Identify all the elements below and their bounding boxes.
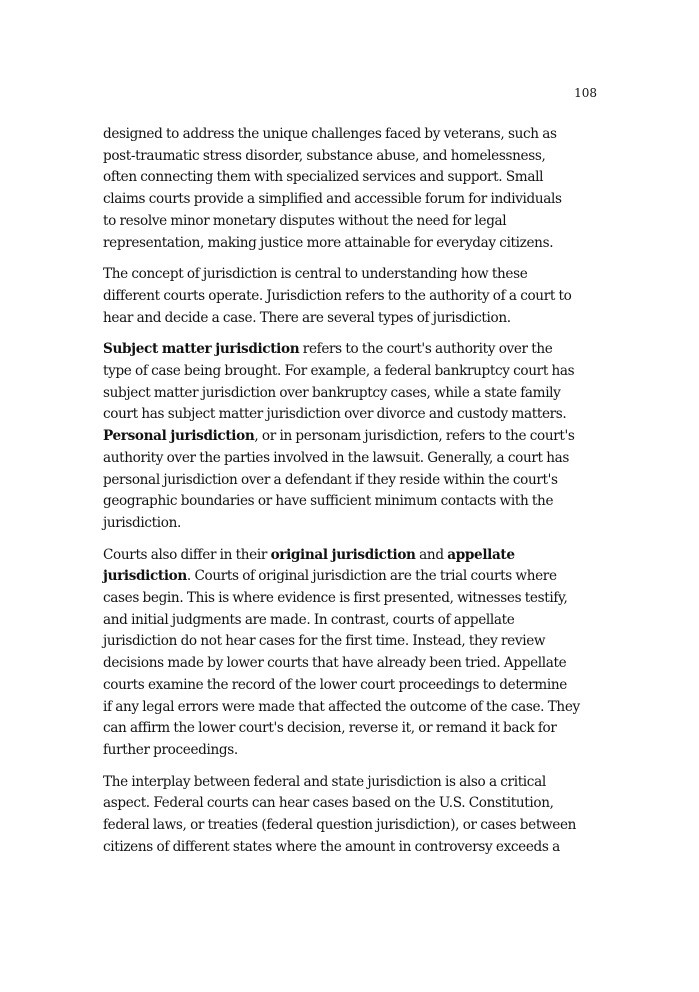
text-line: jurisdiction. Courts of original jurisdiction are the trial courts where	[103, 568, 557, 585]
text-line: often connecting them with specialized services and support. Small	[103, 169, 544, 186]
paragraph-veterans-small-claims	[103, 124, 597, 254]
term-appellate-jurisdiction: appellate	[447, 546, 515, 563]
text-line: Courts also differ in their original jurisdiction and appellate	[103, 546, 515, 563]
term-appellate-jurisdiction-cont: jurisdiction	[103, 568, 187, 585]
text-line: decisions made by lower courts that have already been tried. Appellate	[103, 655, 567, 672]
term-original-jurisdiction: original jurisdiction	[270, 546, 416, 563]
text-line: geographic boundaries or have sufficient minimum contacts with the	[103, 493, 554, 510]
text-line: citizens of different states where the amount in controversy exceeds a	[103, 838, 560, 855]
text-line: if any legal errors were made that affected the outcome of the case. They	[103, 698, 580, 715]
text-line: authority over the parties involved in the lawsuit. Generally, a court has	[103, 449, 569, 466]
text-line: The concept of jurisdiction is central to understanding how these	[103, 266, 528, 283]
text-line: to resolve minor monetary disputes without the need for legal	[103, 212, 507, 229]
text-line: further proceedings.	[103, 741, 238, 758]
text-line: claims courts provide a simplified and accessible forum for individuals	[103, 191, 562, 208]
paragraph-original-appellate-jurisdiction	[103, 545, 597, 762]
text-line: type of case being brought. For example, a federal bankruptcy court has	[103, 363, 575, 380]
text-line: Subject matter jurisdiction refers to the court's authority over the	[103, 341, 553, 358]
term-personal-jurisdiction: Personal jurisdiction	[103, 428, 255, 445]
text-line: court has subject matter jurisdiction over divorce and custody matters.	[103, 406, 567, 423]
text-line: courts examine the record of the lower court proceedings to determine	[103, 676, 567, 693]
text-line: The interplay between federal and state jurisdiction is also a critical	[103, 773, 546, 790]
page-number: 108	[574, 86, 597, 100]
paragraph-subject-personal-jurisdiction	[103, 339, 597, 534]
term-subject-matter-jurisdiction: Subject matter jurisdiction	[103, 341, 300, 358]
text-line: can affirm the lower court's decision, reverse it, or remand it back for	[103, 720, 557, 737]
body-text	[103, 124, 597, 869]
text-line: jurisdiction.	[103, 514, 181, 531]
text-line: Personal jurisdiction, or in personam jurisdiction, refers to the court's	[103, 428, 575, 445]
text-line: designed to address the unique challenges faced by veterans, such as	[103, 126, 557, 142]
text-line: representation, making justice more attainable for everyday citizens.	[103, 234, 554, 251]
text-line: federal laws, or treaties (federal question jurisdiction), or cases between	[103, 817, 577, 834]
text-line: different courts operate. Jurisdiction refers to the authority of a court to	[103, 287, 572, 304]
text-line: personal jurisdiction over a defendant if they reside within the court's	[103, 471, 558, 488]
text-line: and initial judgments are made. In contrast, courts of appellate	[103, 611, 515, 628]
text-line: subject matter jurisdiction over bankruptcy cases, while a state family	[103, 384, 561, 401]
paragraph-jurisdiction-concept	[103, 264, 597, 329]
text-line: hear and decide a case. There are several types of jurisdiction.	[103, 309, 511, 326]
text-line: aspect. Federal courts can hear cases based on the U.S. Constitution,	[103, 795, 554, 812]
text-line: post-traumatic stress disorder, substance abuse, and homelessness,	[103, 147, 546, 164]
paragraph-federal-state-interplay	[103, 772, 597, 859]
text-line: cases begin. This is where evidence is first presented, witnesses testify,	[103, 590, 568, 607]
text-line: jurisdiction do not hear cases for the first time. Instead, they review	[103, 633, 546, 650]
